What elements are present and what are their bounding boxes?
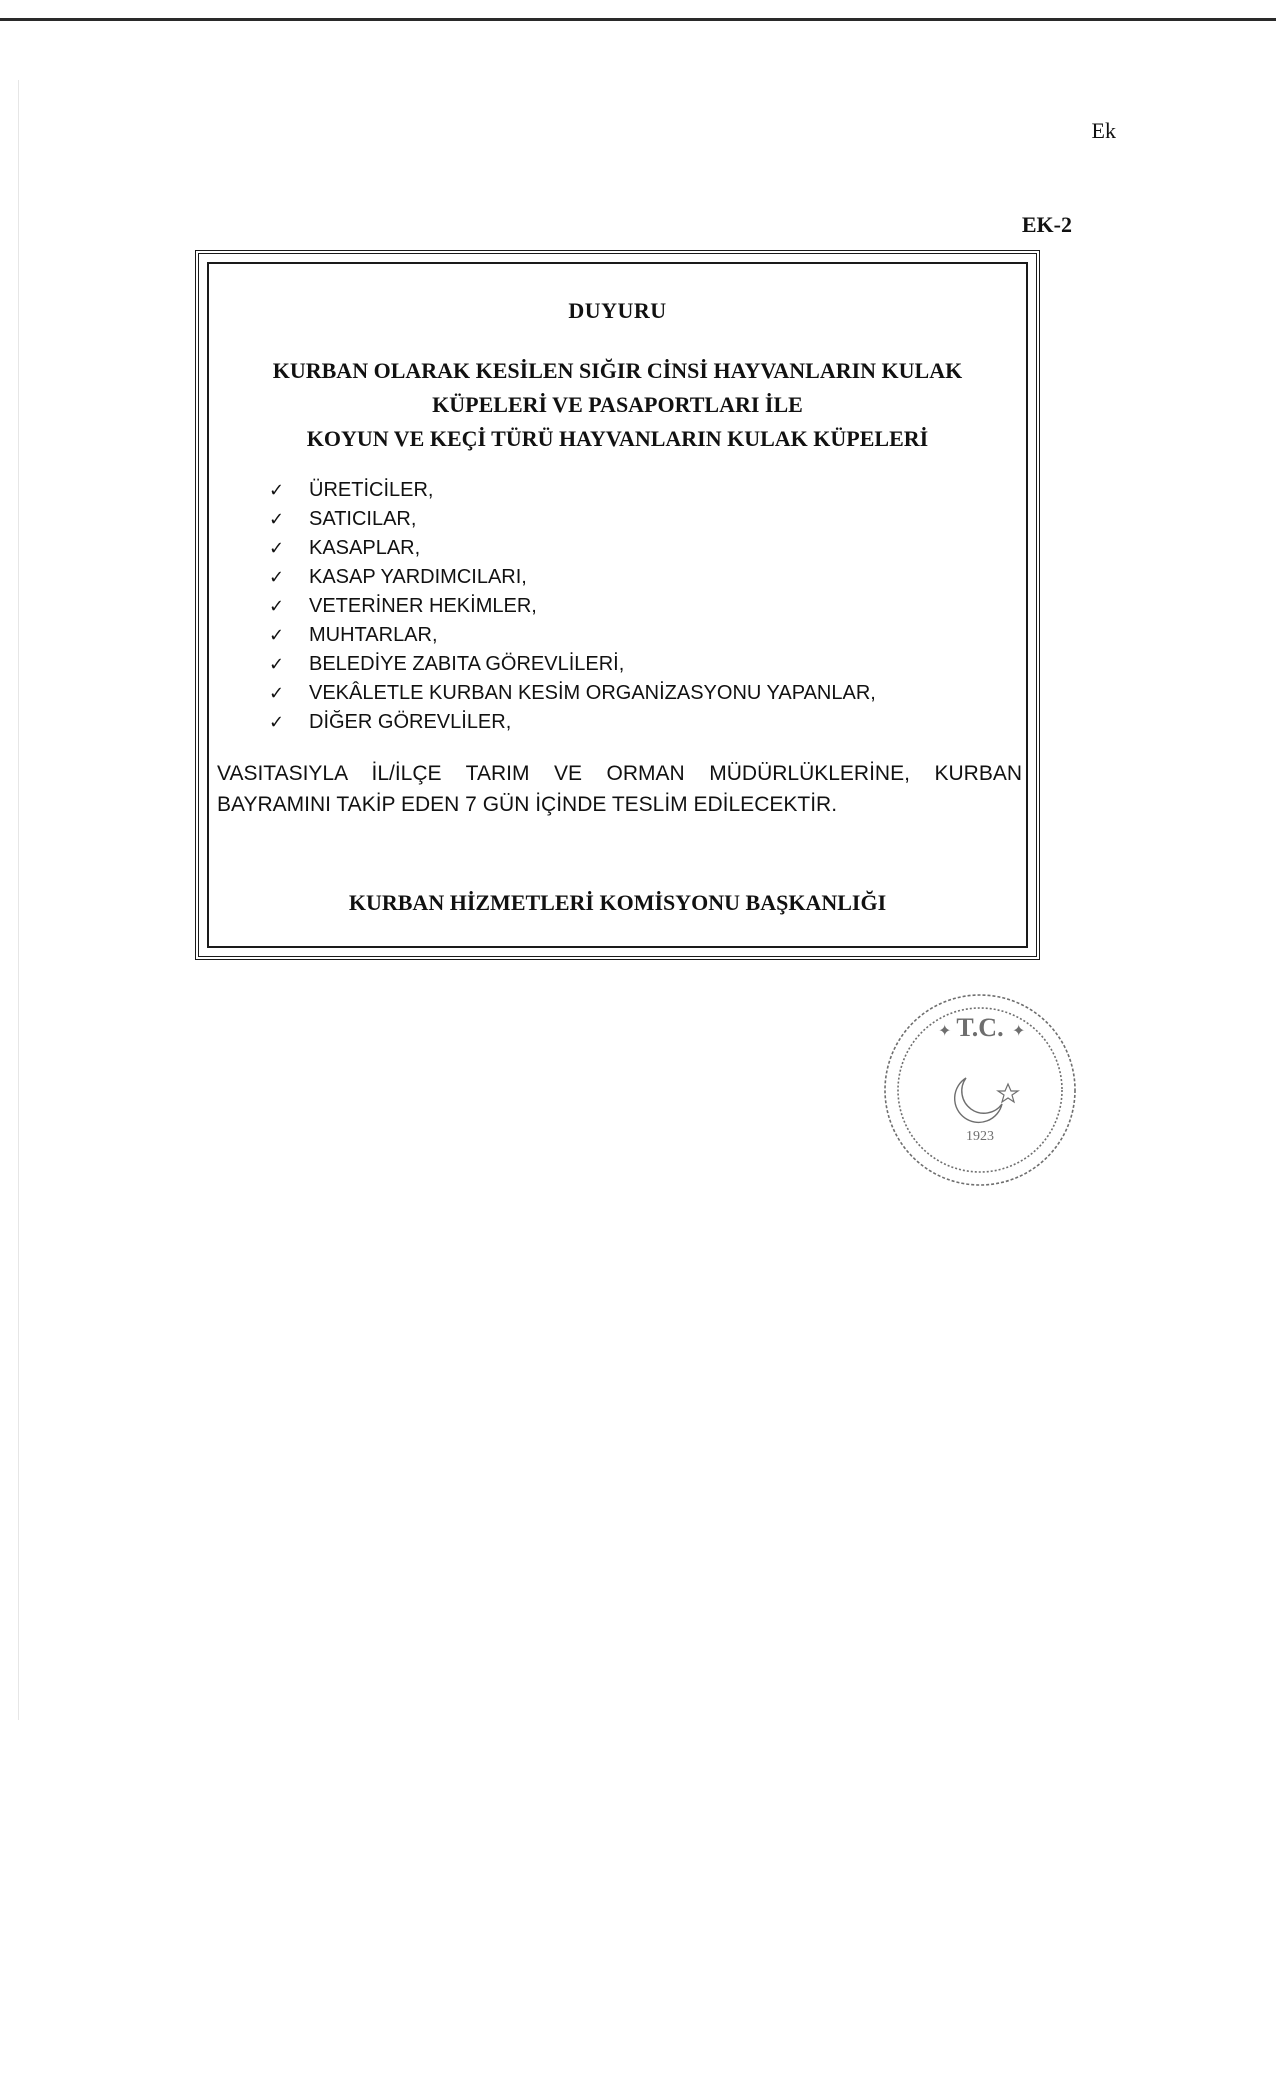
recipient-item xyxy=(269,708,876,737)
scan-left-edge xyxy=(18,80,19,1720)
scan-top-rule xyxy=(0,18,1276,21)
notice-frame xyxy=(195,250,1040,960)
check-icon: ✓ xyxy=(269,712,285,732)
subtitle-line: KÜPELERİ VE PASAPORTLARI İLE xyxy=(432,392,803,417)
subtitle-line: KOYUN VE KEÇİ TÜRÜ HAYVANLARIN KULAK KÜPELERİ xyxy=(306,426,929,451)
recipient-label: VEKÂLETLE KURBAN KESİM ORGANİZASYONU YAPANLAR, xyxy=(309,682,876,704)
notice-subtitle xyxy=(229,354,1006,456)
seal-crescent xyxy=(955,1078,1002,1122)
annex-label: EK-2 xyxy=(1021,212,1072,237)
recipient-item xyxy=(269,650,876,679)
recipient-label: KASAPLAR, xyxy=(309,537,421,559)
subtitle-line: KURBAN OLARAK KESİLEN SIĞIR CİNSİ HAYVANLARIN KULAK xyxy=(272,358,963,383)
recipient-label: BELEDİYE ZABITA GÖREVLİLERİ, xyxy=(309,653,625,675)
check-icon: ✓ xyxy=(269,509,285,529)
check-icon: ✓ xyxy=(269,538,285,558)
recipient-list xyxy=(269,476,876,737)
check-icon: ✓ xyxy=(269,683,285,703)
recipient-item xyxy=(269,621,876,650)
recipient-label: KASAP YARDIMCILARI, xyxy=(309,566,527,588)
recipient-label: ÜRETİCİLER, xyxy=(309,479,434,501)
check-icon: ✓ xyxy=(269,596,285,616)
seal-star xyxy=(998,1084,1018,1102)
check-icon: ✓ xyxy=(269,567,285,587)
recipient-label: SATICILAR, xyxy=(309,508,417,530)
recipient-label: VETERİNER HEKİMLER, xyxy=(309,595,537,617)
recipient-item xyxy=(269,505,876,534)
official-seal-icon xyxy=(880,990,1080,1190)
recipient-label: DİĞER GÖREVLİLER, xyxy=(309,711,512,733)
notice-title: DUYURU xyxy=(568,298,667,323)
recipient-item xyxy=(269,476,876,505)
seal-dot-right: ✦ xyxy=(1012,1023,1026,1040)
delivery-text: VASITASIYLA İL/İLÇE TARIM VE ORMAN MÜDÜRLÜKLERİNE, KURBAN BAYRAMINI TAKİP EDEN 7 GÜN İÇİNDE TESLİM EDİLECEKTİR. xyxy=(217,762,1022,816)
recipient-item xyxy=(269,563,876,592)
check-icon: ✓ xyxy=(269,625,285,645)
check-icon: ✓ xyxy=(269,654,285,674)
recipient-item xyxy=(269,679,876,708)
seal-dot-left: ✦ xyxy=(938,1023,952,1040)
corner-label: Ek xyxy=(1091,118,1116,143)
signature-line: KURBAN HİZMETLERİ KOMİSYONU BAŞKANLIĞI xyxy=(348,890,887,915)
seal-year: 1923 xyxy=(966,1129,994,1144)
recipient-label: MUHTARLAR, xyxy=(309,624,438,646)
recipient-item xyxy=(269,592,876,621)
recipient-item xyxy=(269,534,876,563)
check-icon: ✓ xyxy=(269,480,285,500)
seal-center-text: T.C. xyxy=(956,1013,1004,1042)
